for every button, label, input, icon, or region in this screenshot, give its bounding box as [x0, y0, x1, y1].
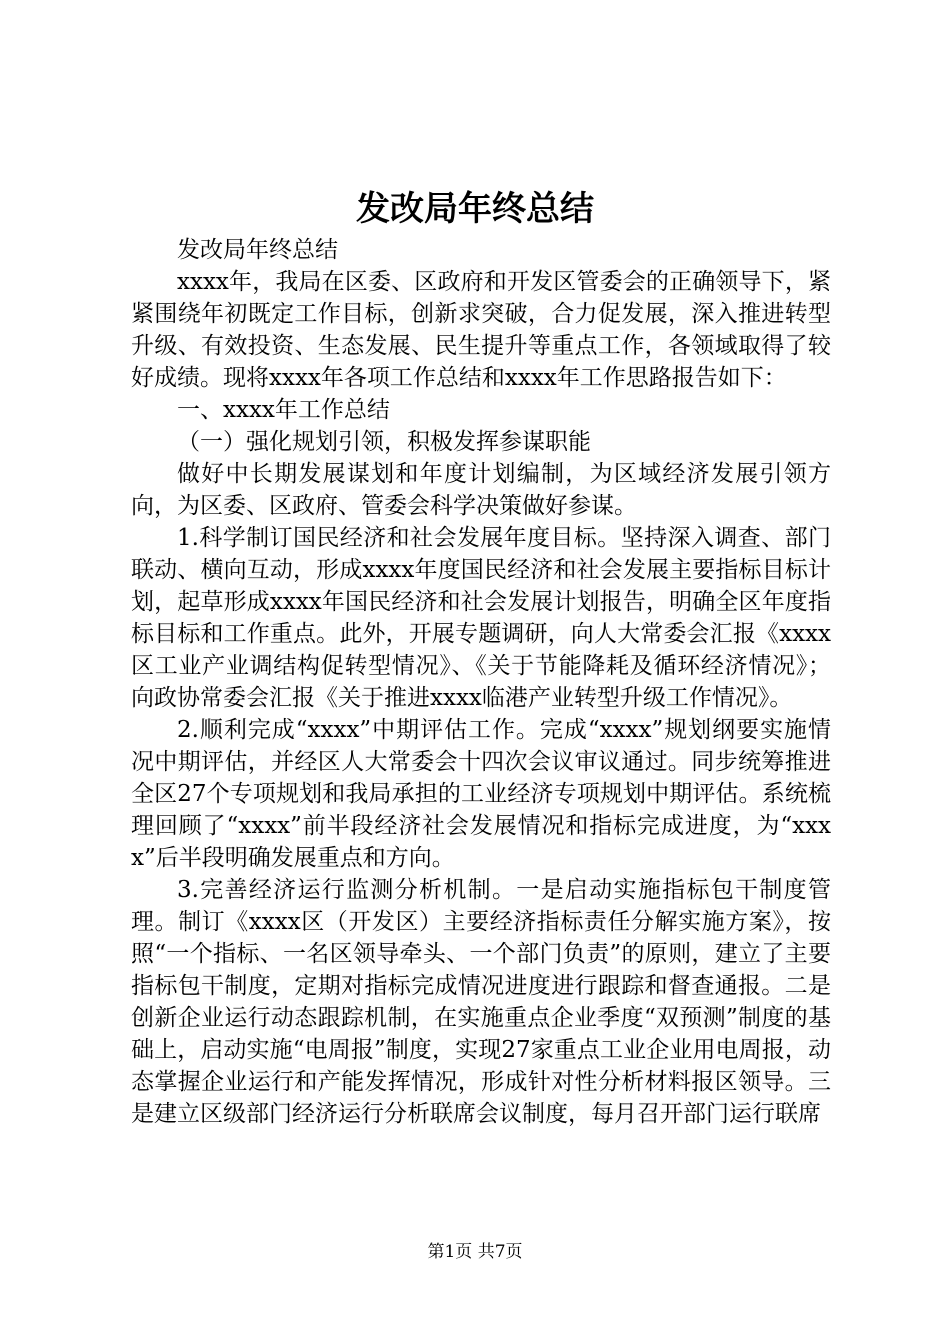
document-title: 发改局年终总结 — [356, 189, 594, 229]
paragraph-intro: xxxx年，我局在区委、区政府和开发区管委会的正确领导下，紧紧围绕年初既定工作目标，创新求突破，合力促发展，深入推进转型升级、有效投资、生态发展、民生提升等重点工作，各领域取得了较好成绩。现将xxxx年各项工作总结和xxxx年工作思路报告如下： — [131, 269, 831, 391]
paragraph: 做好中长期发展谋划和年度计划编制，为区域经济发展引领方向，为区委、区政府、管委会科学决策做好参谋。 — [131, 461, 831, 519]
page-number-footer: 第1页 共7页 — [427, 1242, 523, 1262]
paragraph: 2.顺利完成“xxxx”中期评估工作。完成“xxxx”规划纲要实施情况中期评估，并经区人大常委会十四次会议审议通过。同步统筹推进全区27个专项规划和我局承担的工业经济专项规划中期评估。系统梳理回顾了“xxxx”前半段经济社会发展情况和指标完成进度，为“xxxx”后半段明确发展重点和方向。 — [131, 717, 831, 871]
subsection-heading: （一）强化规划引领，积极发挥参谋职能 — [177, 429, 591, 455]
paragraph: 3.完善经济运行监测分析机制。一是启动实施指标包干制度管理。制订《xxxx区（开发区）主要经济指标责任分解实施方案》，按照“一个指标、一名区领导牵头、一个部门负责”的原则，建立了主要指标包干制度，定期对指标完成情况进度进行跟踪和督查通报。二是创新企业运行动态跟踪机制，在实施重点企业季度“双预测”制度的基础上，启动实施“电周报”制度，实现27家重点工业企业用电周报，动态掌握企业运行和产能发挥情况，形成针对性分析材料报区领导。三是建立区级部门经济运行分析联席会议制度，每月召开部门运行联席 — [131, 877, 831, 1127]
paragraph-heading: 发改局年终总结 — [177, 237, 338, 263]
document-body — [131, 234, 831, 1130]
paragraph: 1.科学制订国民经济和社会发展年度目标。坚持深入调查、部门联动、横向互动，形成xxxx年度国民经济和社会发展主要指标目标计划，起草形成xxxx年国民经济和社会发展计划报告，明确全区年度指标目标和工作重点。此外，开展专题调研，向人大常委会汇报《xxxx区工业产业调结构促转型情况》、《关于节能降耗及循环经济情况》；向政协常委会汇报《关于推进xxxx临港产业转型升级工作情况》。 — [131, 525, 831, 711]
section-heading: 一、xxxx年工作总结 — [177, 397, 390, 423]
